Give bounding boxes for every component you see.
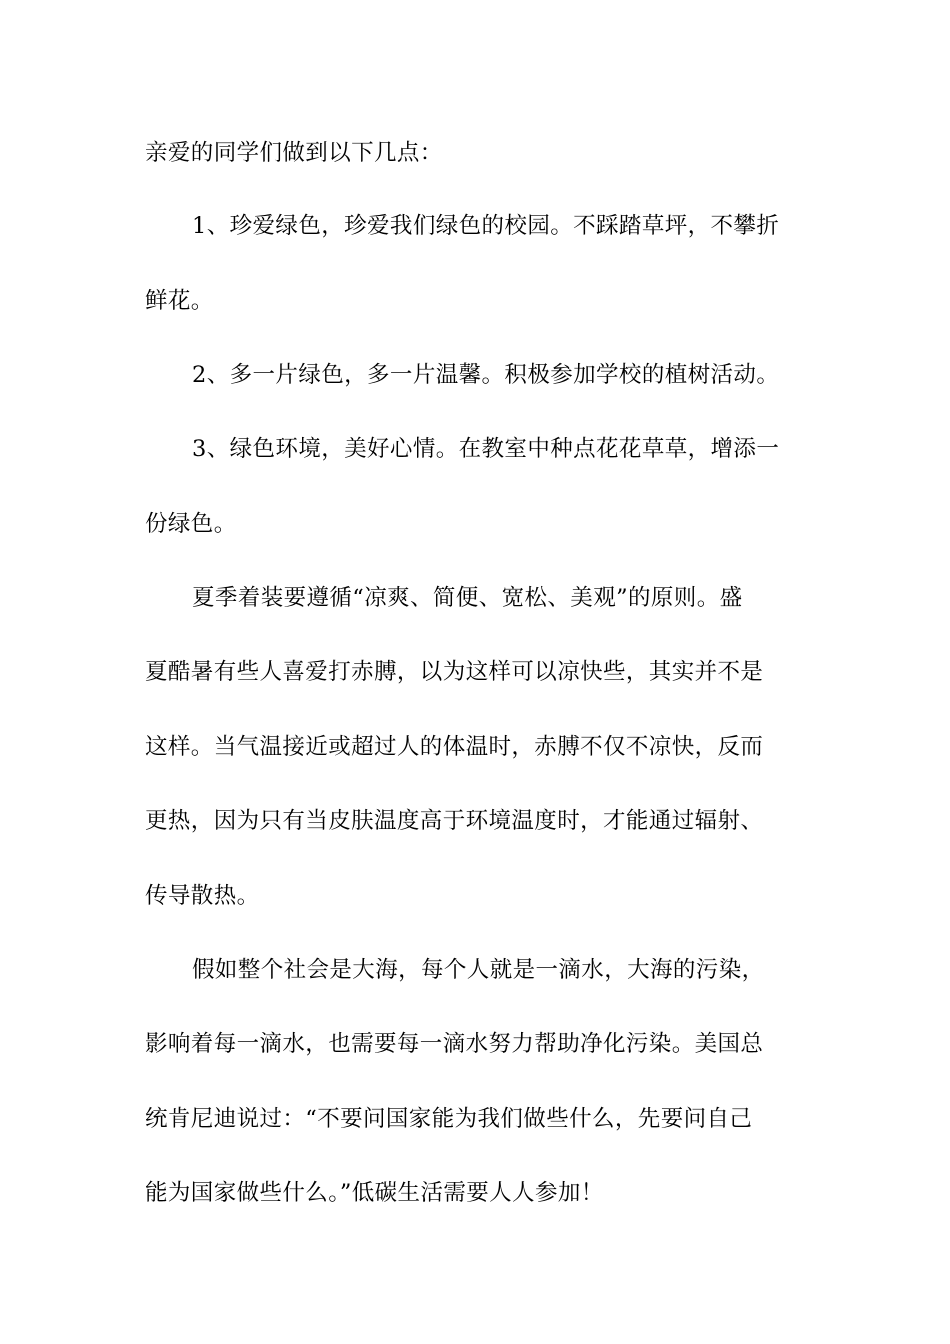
paragraph-society-line-2: 影响着每一滴水，也需要每一滴水努力帮助净化污染。美国总 xyxy=(145,1031,764,1057)
text-line-1: 亲爱的同学们做到以下几点： xyxy=(145,140,443,166)
list-item-3-line-1: 3、绿色环境，美好心情。在教室中种点花花草草，增添一 xyxy=(192,436,780,462)
list-item-2: 2、多一片绿色，多一片温馨。积极参加学校的植树活动。 xyxy=(192,362,780,388)
paragraph-summer-line-3: 这样。当气温接近或超过人的体温时，赤膊不仅不凉快，反而 xyxy=(145,734,764,760)
paragraph-summer-line-1: 夏季着装要遵循“凉爽、简便、宽松、美观”的原则。盛 xyxy=(192,585,743,611)
paragraph-society-line-4: 能为国家做些什么。”低碳生活需要人人参加！ xyxy=(145,1180,604,1206)
list-item-1-line-2: 鲜花。 xyxy=(145,288,214,314)
paragraph-summer-line-2: 夏酷暑有些人喜爱打赤膊，以为这样可以凉快些，其实并不是 xyxy=(145,659,764,685)
paragraph-summer-line-5: 传导散热。 xyxy=(145,883,260,909)
paragraph-society-line-3: 统肯尼迪说过：“不要问国家能为我们做些什么，先要问自己 xyxy=(145,1106,753,1132)
list-item-3-line-2: 份绿色。 xyxy=(145,511,237,537)
paragraph-society-line-1: 假如整个社会是大海，每个人就是一滴水，大海的污染， xyxy=(192,957,765,983)
paragraph-summer-line-4: 更热，因为只有当皮肤温度高于环境温度时，才能通过辐射、 xyxy=(145,808,764,834)
list-item-1-line-1: 1、珍爱绿色，珍爱我们绿色的校园。不踩踏草坪，不攀折 xyxy=(192,213,780,239)
